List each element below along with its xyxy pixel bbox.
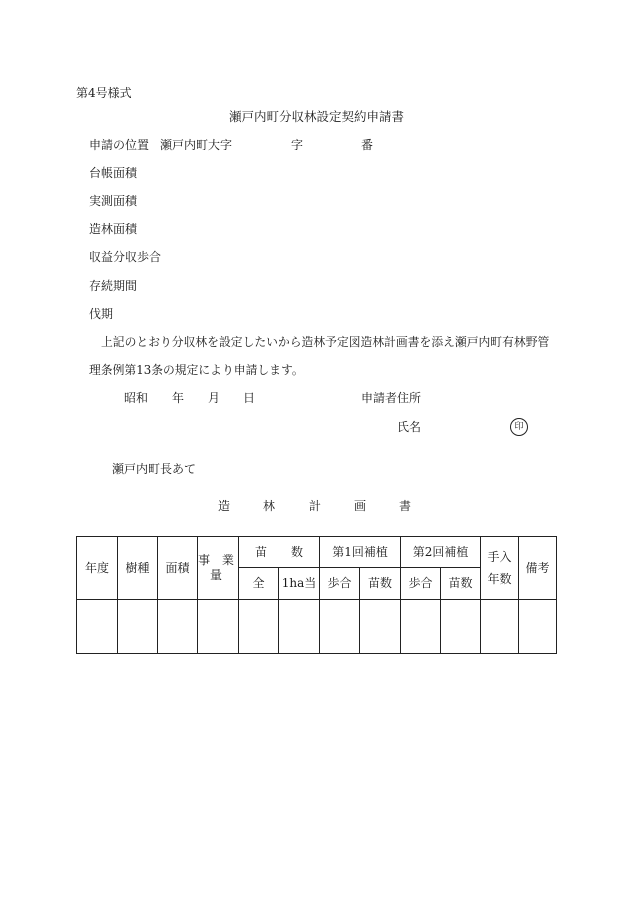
date-year: 年	[172, 391, 185, 405]
location-ban: 番	[361, 138, 374, 152]
header-replant-2-rate: 歩合	[401, 568, 441, 600]
table-cell	[158, 600, 198, 654]
header-project-volume-text: 事 業 量	[198, 553, 238, 582]
header-replant-1: 第1回補植	[320, 537, 401, 568]
location-label: 申請の位置	[89, 138, 150, 152]
header-year: 年度	[77, 537, 118, 600]
field-surveyed-area: 実測面積	[89, 194, 138, 208]
table-cell	[239, 600, 279, 654]
header-seedlings: 苗 数	[239, 537, 320, 568]
header-replant-2: 第2回補植	[401, 537, 481, 568]
document-title: 瀬戸内町分収林設定契約申請書	[229, 109, 405, 124]
table-cell	[279, 600, 320, 654]
afforestation-plan-table	[76, 536, 557, 654]
header-species: 樹種	[118, 537, 158, 600]
body-text-line-2: 理条例第13条の規定により申請します。	[89, 363, 304, 377]
plan-title-char-5: 書	[399, 499, 412, 513]
header-replant-1-rate: 歩合	[320, 568, 360, 600]
table-cell	[519, 600, 557, 654]
header-remarks: 備考	[519, 537, 557, 600]
form-number: 第4号様式	[76, 86, 132, 100]
field-profit-share-rate: 収益分収歩合	[89, 250, 162, 264]
table-cell	[360, 600, 401, 654]
date-era: 昭和	[124, 391, 149, 405]
header-seedlings-per-ha: 1ha当	[279, 568, 320, 600]
plan-title-char-2: 林	[263, 499, 276, 513]
seal-mark: 印	[510, 418, 528, 436]
header-replant-1-count: 苗数	[360, 568, 401, 600]
header-seedlings-total: 全	[239, 568, 279, 600]
applicant-address-label: 申請者住所	[361, 391, 422, 405]
table-cell	[198, 600, 239, 654]
date-month: 月	[208, 391, 221, 405]
table-cell	[320, 600, 360, 654]
header-care-years-text: 手入年数	[487, 550, 512, 586]
field-cutting-period: 伐期	[89, 307, 114, 321]
plan-title-char-3: 計	[309, 499, 322, 513]
field-afforestation-area: 造林面積	[89, 222, 138, 236]
header-care-years	[481, 537, 519, 600]
header-area: 面積	[158, 537, 198, 600]
field-duration: 存続期間	[89, 279, 138, 293]
header-project-volume	[198, 537, 239, 600]
date-day: 日	[243, 391, 256, 405]
table-cell	[401, 600, 441, 654]
body-text-line-1: 上記のとおり分収林を設定したいから造林予定図造林計画書を添え瀬戸内町有林野管	[101, 335, 550, 349]
plan-title-char-1: 造	[218, 499, 231, 513]
addressee: 瀬戸内町長あて	[112, 462, 197, 476]
header-replant-2-count: 苗数	[441, 568, 481, 600]
field-ledger-area: 台帳面積	[89, 166, 138, 180]
table-cell	[118, 600, 158, 654]
table-cell	[441, 600, 481, 654]
applicant-name-label: 氏名	[397, 420, 422, 434]
table-cell	[77, 600, 118, 654]
location-aza: 字	[291, 138, 304, 152]
table-row	[77, 600, 557, 654]
location-town: 瀬戸内町大字	[160, 138, 233, 152]
plan-title-char-4: 画	[354, 499, 367, 513]
table-cell	[481, 600, 519, 654]
